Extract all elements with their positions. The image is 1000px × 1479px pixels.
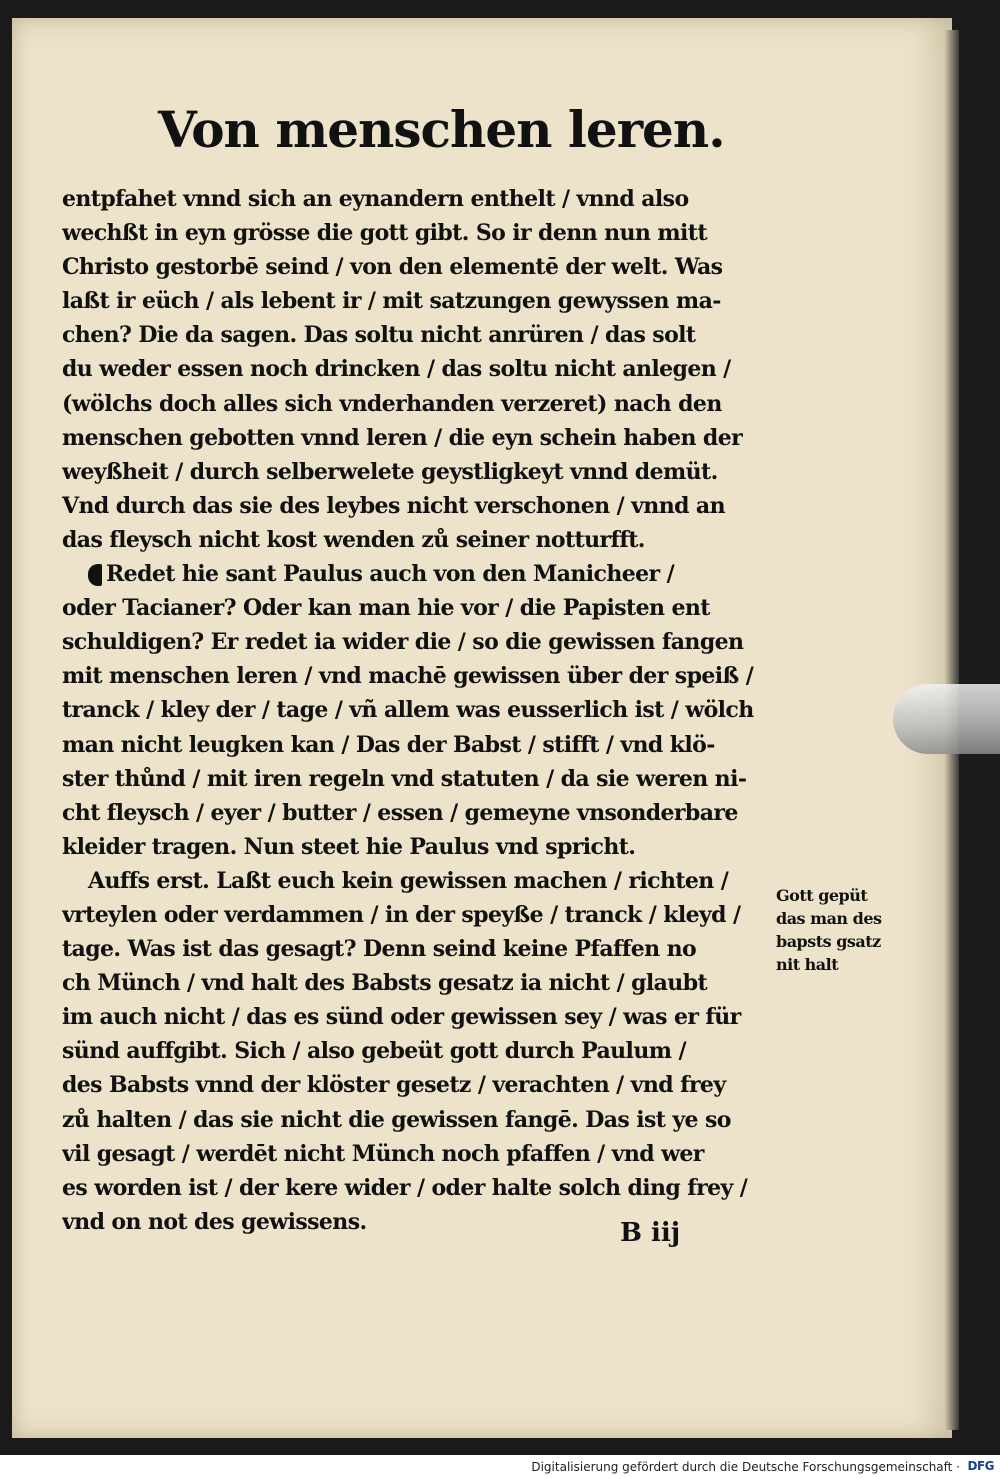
margin-note-line: Gott gepüt bbox=[776, 886, 868, 905]
paragraph-first-line bbox=[62, 557, 774, 591]
text-line: vrteylen oder verdammen / in der speyße / tranck / kleyd / bbox=[62, 901, 741, 928]
text-line: es worden ist / der kere wider / oder halte solch ding frey / bbox=[62, 1174, 748, 1201]
text-line: weyßheit / durch selberwelete geystligkeyt vnnd demüt. bbox=[62, 458, 718, 485]
text-line: Christo gestorbē seind / von den elementē der welt. Was bbox=[62, 254, 723, 281]
page-heading: Von menschen leren. bbox=[158, 100, 725, 159]
text-line: (wölchs doch alles sich vnderhanden verzeret) nach den bbox=[62, 390, 722, 417]
signature-mark: B iij bbox=[620, 1218, 681, 1248]
text-line: kleider tragen. Nun steet hie Paulus vnd spricht. bbox=[62, 833, 636, 860]
text-line: sünd auffgibt. Sich / also gebeüt gott durch Paulum / bbox=[62, 1038, 686, 1065]
text-line: mit menschen leren / vnd machē gewissen über der speiß / bbox=[62, 663, 754, 690]
text-line: im auch nicht / das es sünd oder gewissen sey / was er für bbox=[62, 1004, 741, 1031]
text-line: tage. Was ist das gesagt? Denn seind keine Pfaffen no bbox=[62, 936, 697, 963]
text-line: cht fleysch / eyer / butter / essen / gemeyne vnsonderbare bbox=[62, 799, 738, 826]
pilcrow-icon bbox=[88, 564, 102, 586]
margin-note-line: nit halt bbox=[776, 955, 839, 974]
text-line: Vnd durch das sie des leybes nicht verschonen / vnnd an bbox=[62, 492, 725, 519]
text-line: oder Tacianer? Oder kan man hie vor / die Papisten ent bbox=[62, 595, 710, 622]
text-line: man nicht leugken kan / Das der Babst / stifft / vnd klö- bbox=[62, 731, 715, 758]
margin-note bbox=[776, 884, 906, 976]
text-line: tranck / kley der / tage / vñ allem was eusserlich ist / wölch bbox=[62, 697, 754, 724]
text-line: vnd on not des gewissens. bbox=[62, 1208, 367, 1235]
margin-note-line: bapsts gsatz bbox=[776, 932, 881, 951]
text-line: das fleysch nicht kost wenden zů seiner notturfft. bbox=[62, 526, 645, 553]
text-line: des Babsts vnnd der klöster gesetz / verachten / vnd frey bbox=[62, 1072, 726, 1099]
text-line: ch Münch / vnd halt des Babsts gesatz ia nicht / glaubt bbox=[62, 970, 708, 997]
text-line: entpfahet vnnd sich an eynandern enthelt / vnnd also bbox=[62, 186, 689, 212]
dfg-logo-icon: DFG bbox=[967, 1459, 994, 1473]
footer-bar bbox=[0, 1455, 1000, 1479]
funding-credit: Digitalisierung gefördert durch die Deutsche Forschungsgemeinschaft · bbox=[531, 1460, 960, 1474]
text-line: laßt ir eüch / als lebent ir / mit satzungen gewyssen ma- bbox=[62, 288, 721, 315]
text-line: Auffs erst. Laßt euch kein gewissen machen / richten / bbox=[88, 867, 729, 894]
text-line: menschen gebotten vnnd leren / die eyn schein haben der bbox=[62, 424, 743, 451]
text-line: vil gesagt / werdēt nicht Münch noch pfaffen / vnd wer bbox=[62, 1140, 704, 1167]
text-line: chen? Die da sagen. Das soltu nicht anrüren / das solt bbox=[62, 322, 696, 349]
text-line: Redet hie sant Paulus auch von den Manicheer / bbox=[106, 561, 675, 588]
page-clip bbox=[893, 684, 1000, 754]
margin-note-line: das man des bbox=[776, 909, 882, 928]
body-text bbox=[62, 182, 774, 1239]
text-line: schuldigen? Er redet ia wider die / so die gewissen fangen bbox=[62, 629, 744, 656]
text-line: du weder essen noch drincken / das soltu nicht anlegen / bbox=[62, 356, 731, 383]
text-line: zů halten / das sie nicht die gewissen fangē. Das ist ye so bbox=[62, 1106, 731, 1133]
text-line: ster thůnd / mit iren regeln vnd statuten / da sie weren ni- bbox=[62, 765, 747, 792]
text-line: wechßt in eyn grösse die gott gibt. So ir denn nun mitt bbox=[62, 220, 707, 247]
